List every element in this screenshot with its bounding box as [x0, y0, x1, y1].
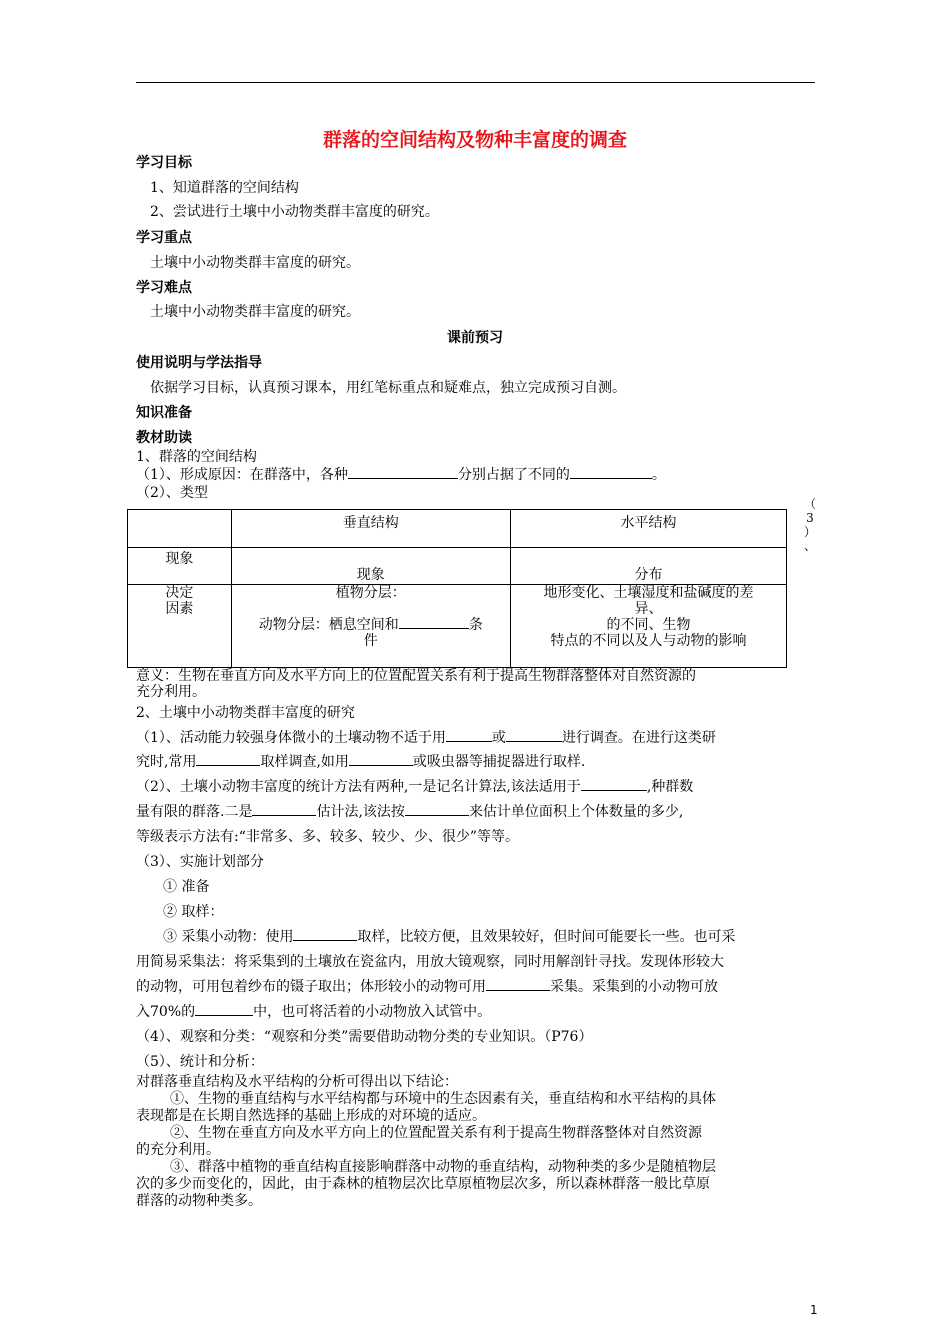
para2-line-1: [136, 776, 693, 796]
fill-blank[interactable]: [349, 752, 413, 766]
goals-heading: 学习目标: [136, 155, 192, 171]
key-point-text: 土壤中小动物类群丰富度的研究。: [150, 255, 360, 271]
conclusions-intro: 对群落垂直结构及水平结构的分析可得出以下结论：: [136, 1074, 458, 1090]
fill-blank[interactable]: [399, 615, 469, 629]
side-note: [801, 497, 819, 553]
fill-blank[interactable]: [196, 752, 260, 766]
row2-vertical-1: 植物分层：: [335, 585, 406, 601]
text: 入70%的: [136, 1004, 196, 1020]
side-char: ）: [803, 525, 816, 539]
header-vertical: 垂直结构: [342, 515, 399, 531]
preview-heading: 课前预习: [447, 330, 503, 346]
table-cell: [231, 548, 510, 585]
text: 究时,常用: [136, 754, 197, 770]
side-char: 、: [803, 539, 816, 553]
textbook-heading: 教材助读: [136, 430, 192, 446]
conclusion-1-line-1: ①、生物的垂直结构与水平结构都与环境中的生态因素有关，垂直结构和水平结构的具体: [170, 1091, 716, 1107]
meaning-line-2: 充分利用。: [136, 684, 206, 700]
step-collect-line-1: [163, 926, 735, 946]
conclusion-3-line-2: 次的多少而变化的，因此，由于森林的植物层次比草原植物层次多，所以森林群落一般比草原: [136, 1176, 710, 1192]
para2-line-3: 等级表示方法有:“非常多、多、较多、较少、少、很少”等等。: [136, 829, 520, 845]
para1-line-1: [136, 727, 716, 747]
para2-line-2: [136, 801, 683, 821]
text: 的动物，可用包着纱布的镊子取出；体形较小的动物可用: [136, 979, 486, 995]
page-number: 1: [810, 1303, 818, 1317]
fill-blank[interactable]: [348, 465, 458, 479]
text: 分别占据了不同的: [457, 467, 570, 483]
text: 中，也可将活着的小动物放入试管中。: [253, 1004, 492, 1020]
conclusion-2-line-2: 的充分利用。: [136, 1142, 220, 1158]
row1-horizontal: 分布: [634, 567, 663, 583]
guide-text: 依据学习目标，认真预习课本，用红笔标重点和疑难点，独立完成预习自测。: [150, 380, 626, 396]
table-cell: [231, 585, 510, 668]
conclusion-3-line-1: ③、群落中植物的垂直结构直接影响群落中动物的垂直结构，动物种类的多少是随植物层: [170, 1159, 716, 1175]
row1-label: 现象: [165, 551, 194, 567]
row1-vertical: 现象: [356, 567, 385, 583]
fill-blank[interactable]: [581, 777, 647, 791]
table-cell: [510, 548, 786, 585]
conclusion-3-line-3: 群落的动物种类多。: [136, 1193, 262, 1209]
row-label-cell: [128, 585, 232, 668]
fill-blank[interactable]: [506, 728, 562, 742]
fill-blank[interactable]: [195, 1002, 253, 1016]
step-prepare: ① 准备: [163, 879, 210, 895]
text: 或: [491, 730, 506, 746]
para3-title: （3）、实施计划部分: [136, 854, 264, 870]
fill-blank[interactable]: [252, 802, 316, 816]
section2-title: 2、土壤中小动物类群丰富度的研究: [136, 705, 355, 721]
row2-vertical-3: 件: [363, 633, 378, 649]
formation-line: [136, 464, 666, 484]
row2-horizontal-3: 的不同、生物: [606, 617, 691, 633]
header-rule: [136, 82, 815, 83]
text: 动物分层：栖息空间和: [258, 617, 399, 633]
row2-horizontal-4: 特点的不同以及人与动物的影响: [550, 633, 747, 649]
text: 取样，比较方便，且效果较好，但时间可能要长一些。也可采: [357, 929, 736, 945]
row2-vertical-2: [232, 615, 510, 633]
table-corner-cell: [128, 510, 232, 548]
header-horizontal: 水平结构: [620, 515, 677, 531]
row2-label-1: 决定: [165, 585, 194, 601]
conclusion-2-line-1: ②、生物在垂直方向及水平方向上的位置配置关系有利于提高生物群落整体对自然资源: [170, 1125, 702, 1141]
goal-item: 2、尝试进行土壤中小动物类群丰富度的研究。: [150, 204, 439, 220]
page-title: 群落的空间结构及物种丰富度的调查: [322, 129, 627, 151]
para5: （5）、统计和分析：: [136, 1054, 264, 1070]
text: （1）、活动能力较强身体微小的土壤动物不适于用: [136, 730, 446, 746]
text: 或吸虫器等捕捉器进行取样.: [412, 754, 586, 770]
side-char: （: [803, 497, 816, 511]
section1-title: 1、群落的空间结构: [136, 449, 257, 465]
step-collect-line-2: 用简易采集法：将采集到的土壤放在瓷盆内，用放大镜观察，同时用解剖针寻找。发现体形较大: [136, 954, 724, 970]
step-collect-line-3: [136, 976, 718, 996]
para1-line-2: [136, 751, 585, 771]
text: 量有限的群落.二是: [136, 804, 253, 820]
text: 估计法,该法按: [316, 804, 405, 820]
text: （2）、土壤小动物丰富度的统计方法有两种,一是记名计算法,该法适用于: [136, 779, 581, 795]
row2-horizontal-2: 异、: [634, 601, 663, 617]
fill-blank[interactable]: [446, 728, 492, 742]
guide-heading: 使用说明与学法指导: [136, 355, 262, 371]
text: ③ 采集小动物：使用: [163, 929, 294, 945]
step-sampling: ② 取样：: [163, 904, 224, 920]
fill-blank[interactable]: [405, 802, 469, 816]
structure-table: [127, 509, 787, 668]
goal-item: 1、知道群落的空间结构: [150, 180, 299, 196]
difficulty-text: 土壤中小动物类群丰富度的研究。: [150, 304, 360, 320]
knowledge-heading: 知识准备: [136, 405, 192, 421]
row-label-cell: [128, 548, 232, 585]
text: 采集。采集到的小动物可放: [550, 979, 718, 995]
text: 取样调查,如用: [260, 754, 349, 770]
text: 进行调查。在进行这类研: [561, 730, 716, 746]
types-line: （2）、类型: [136, 485, 208, 501]
fill-blank[interactable]: [486, 977, 550, 991]
text: ,种群数: [646, 779, 694, 795]
row2-horizontal-1: 地形变化、土壤湿度和盐碱度的差: [543, 585, 754, 601]
meaning-line-1: 意义：生物在垂直方向及水平方向上的位置配置关系有利于提高生物群落整体对自然资源的: [136, 668, 696, 684]
fill-blank[interactable]: [570, 465, 652, 479]
table-header-cell: [510, 510, 786, 548]
table-header-cell: [231, 510, 510, 548]
step-collect-line-4: [136, 1001, 491, 1021]
fill-blank[interactable]: [293, 927, 357, 941]
difficulty-heading: 学习难点: [136, 280, 192, 296]
text: 。: [651, 467, 666, 483]
side-char: 3: [806, 511, 814, 525]
text: 来估计单位面积上个体数量的多少,: [468, 804, 684, 820]
table-cell: [510, 585, 786, 668]
text: 条: [468, 617, 483, 633]
key-point-heading: 学习重点: [136, 230, 192, 246]
text: （1）、形成原因：在群落中，各种: [136, 467, 348, 483]
conclusion-1-line-2: 表现都是在长期自然选择的基础上形成的对环境的适应。: [136, 1108, 486, 1124]
para4: （4）、观察和分类：“观察和分类”需要借助动物分类的专业知识。（P76）: [136, 1029, 593, 1045]
row2-label-2: 因素: [165, 601, 194, 617]
